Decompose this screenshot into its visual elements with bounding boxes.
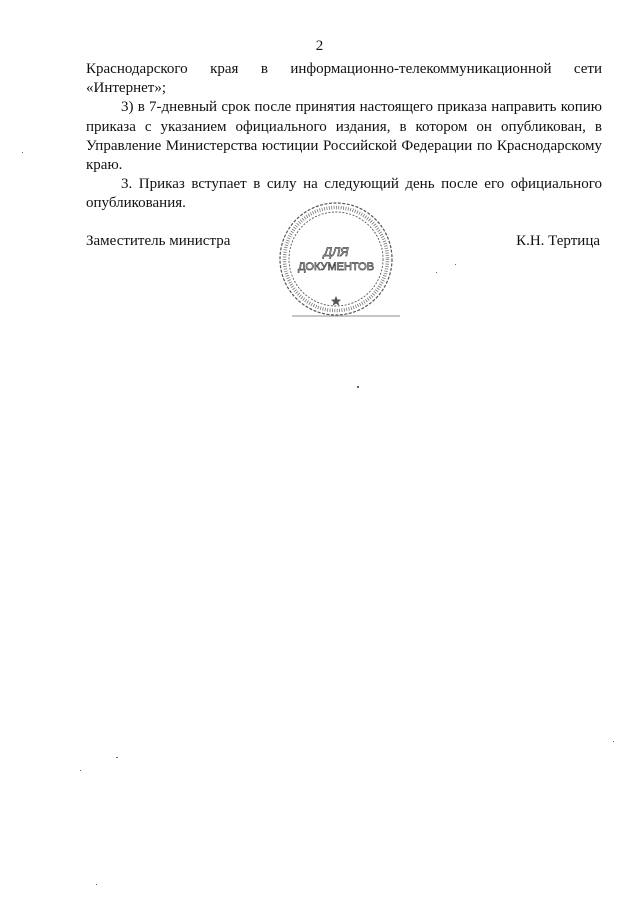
scan-speck <box>436 272 437 273</box>
scan-speck <box>96 884 97 885</box>
paragraph-item-3: 3) в 7-дневный срок после принятия настоящего приказа направить копию приказа с указанием официального издания, в котором он опубликован, в Управление Министерства юстиции Российской Федерации по Краснодарскому краю. <box>86 99 602 174</box>
page-number: 2 <box>315 38 324 54</box>
stamp-center-line1: ДЛЯ <box>323 245 349 259</box>
scan-speck <box>80 770 81 771</box>
scan-speck <box>22 152 23 153</box>
star-icon <box>331 296 341 306</box>
scan-speck <box>116 757 118 758</box>
stamp-inner-ring <box>289 212 383 306</box>
official-stamp <box>272 197 400 321</box>
document-body <box>86 60 602 214</box>
scan-speck <box>455 264 456 265</box>
scan-speck <box>357 386 359 388</box>
signatory-position: Заместитель министра <box>86 233 231 249</box>
stamp-text-ring <box>285 208 388 311</box>
paragraph-clause-3: 3. Приказ вступает в силу на следующий день после его официального опубликования. <box>86 176 602 212</box>
stamp-center-line2: ДОКУМЕНТОВ <box>297 261 375 273</box>
signatory-name: К.Н. Тертица <box>516 233 600 249</box>
scan-speck <box>613 741 614 742</box>
paragraph-continuation: Краснодарского края в информационно-телекоммуникационной сети «Интернет»; <box>86 61 602 97</box>
